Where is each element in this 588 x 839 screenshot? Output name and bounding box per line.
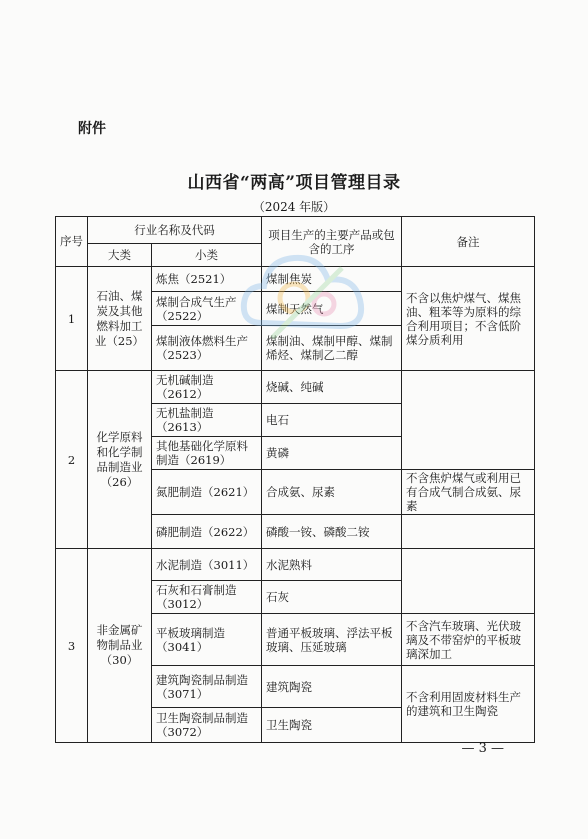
product-cell: 黄磷 (262, 437, 402, 470)
remark-cell: 不含汽车玻璃、光伏玻璃及不带窑炉的平板玻璃深加工 (402, 614, 535, 666)
header-remark: 备注 (402, 217, 535, 267)
minor-cell: 平板玻璃制造（3041） (152, 614, 262, 666)
catalog-table (55, 216, 535, 743)
edition-label: （2024 年版） (252, 200, 336, 214)
minor-cell: 炼焦（2521） (152, 267, 262, 292)
group-no: 3 (56, 549, 88, 743)
minor-cell: 无机盐制造（2613） (152, 404, 262, 437)
product-cell: 建筑陶瓷 (262, 666, 402, 708)
table-row (56, 267, 535, 292)
group-no: 1 (56, 267, 88, 371)
remark-cell: 不含以焦炉煤气、煤焦油、粗苯等为原料的综合利用项目；不含低阶煤分质利用 (402, 267, 535, 371)
product-cell: 卫生陶瓷 (262, 708, 402, 743)
header-minor: 小类 (152, 244, 262, 267)
remark-cell-empty (402, 515, 535, 549)
table-row (56, 549, 535, 581)
remark-cell: 不含焦炉煤气或利用已有合成气制合成氨、尿素 (402, 470, 535, 515)
minor-cell: 磷肥制造（2622） (152, 515, 262, 549)
product-cell: 水泥熟料 (262, 549, 402, 581)
group-major: 非金属矿物制品业（30） (88, 549, 152, 743)
table-row (56, 371, 535, 404)
minor-cell: 煤制合成气生产（2522） (152, 292, 262, 326)
minor-cell: 水泥制造（3011） (152, 549, 262, 581)
minor-cell: 卫生陶瓷制品制造（3072） (152, 708, 262, 743)
page-number: — 3 — (461, 741, 504, 756)
minor-cell: 建筑陶瓷制品制造（3071） (152, 666, 262, 708)
product-cell: 煤制焦炭 (262, 267, 402, 292)
product-cell: 烧碱、纯碱 (262, 371, 402, 404)
minor-cell: 石灰和石膏制造（3012） (152, 581, 262, 614)
attachment-label: 附件 (78, 121, 106, 137)
product-cell: 普通平板玻璃、浮法平板玻璃、压延玻璃 (262, 614, 402, 666)
product-cell: 磷酸一铵、磷酸二铵 (262, 515, 402, 549)
group-major: 石油、煤炭及其他燃料加工业（25） (88, 267, 152, 371)
product-cell: 石灰 (262, 581, 402, 614)
header-product: 项目生产的主要产品或包含的工序 (262, 217, 402, 267)
minor-cell: 其他基础化学原料制造（2619） (152, 437, 262, 470)
minor-cell: 氮肥制造（2621） (152, 470, 262, 515)
header-no: 序号 (56, 217, 88, 267)
group-major: 化学原料和化学制品制造业（26） (88, 371, 152, 549)
header-major: 大类 (88, 244, 152, 267)
product-cell: 煤制油、煤制甲醇、煤制烯烃、煤制乙二醇 (262, 326, 402, 371)
remark-cell-empty (402, 371, 535, 470)
group-no: 2 (56, 371, 88, 549)
product-cell: 煤制天然气 (262, 292, 402, 326)
product-cell: 电石 (262, 404, 402, 437)
document-title: 山西省“两高”项目管理目录 (187, 173, 401, 193)
product-cell: 合成氨、尿素 (262, 470, 402, 515)
minor-cell: 无机碱制造（2612） (152, 371, 262, 404)
header-industry: 行业名称及代码 (88, 217, 262, 244)
table-header-row (56, 217, 535, 244)
minor-cell: 煤制液体燃料生产（2523） (152, 326, 262, 371)
remark-cell: 不含利用固废材料生产的建筑和卫生陶瓷 (402, 666, 535, 743)
remark-cell-empty (402, 549, 535, 614)
